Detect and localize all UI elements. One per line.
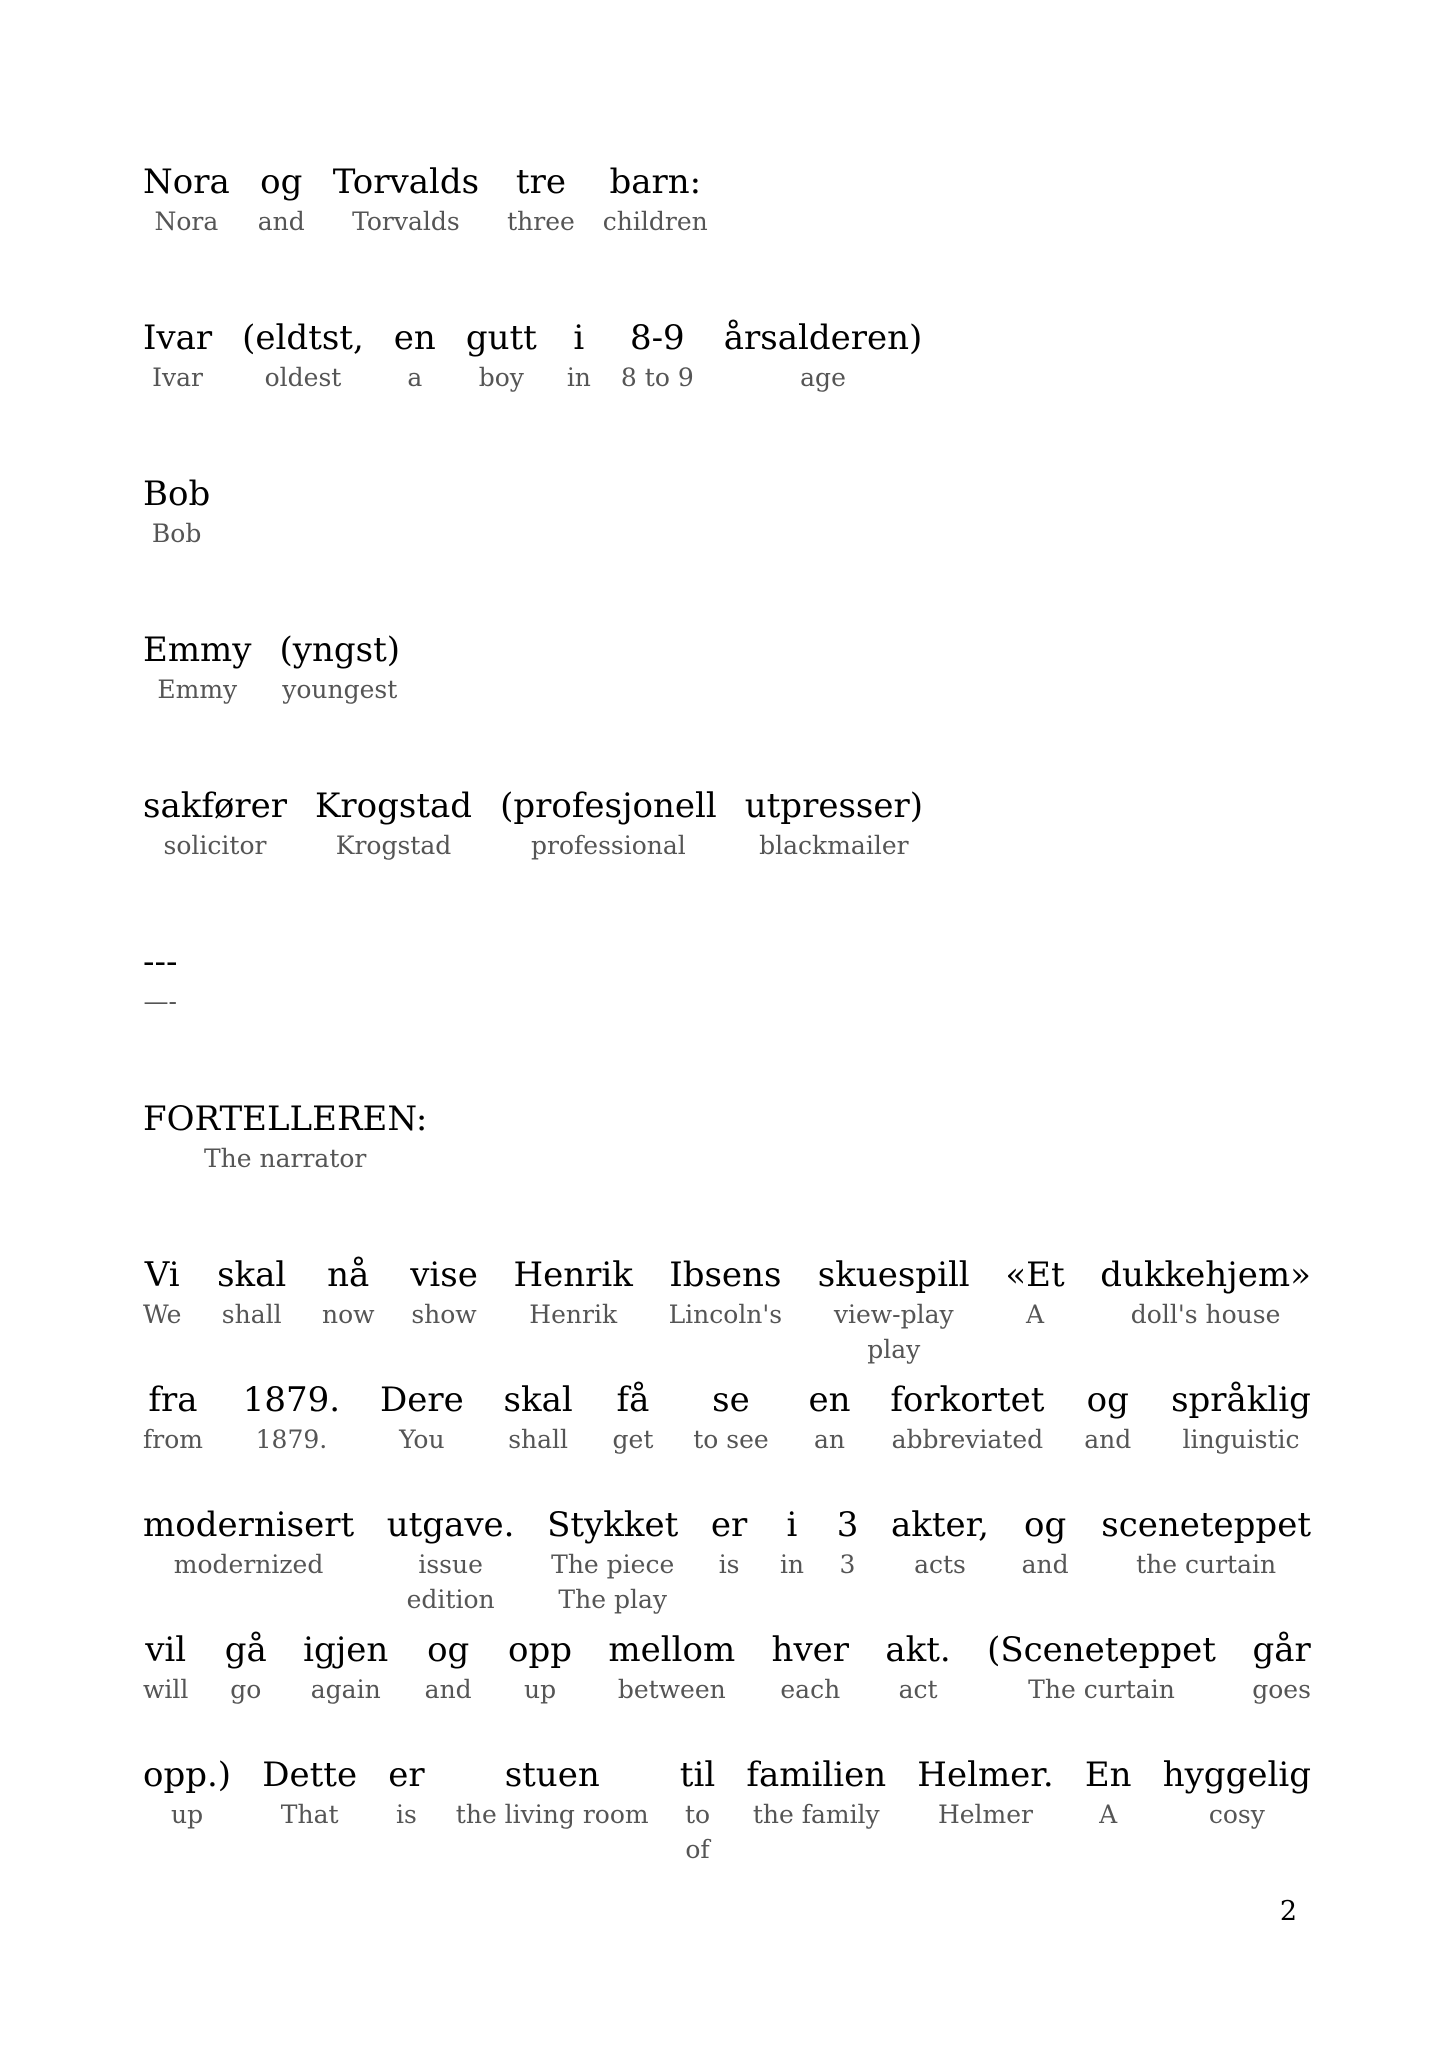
english-gloss bbox=[531, 828, 686, 863]
norwegian-word: --- bbox=[143, 942, 178, 982]
word-pair bbox=[322, 1253, 375, 1332]
word-pair bbox=[669, 1253, 783, 1332]
english-gloss bbox=[222, 1297, 282, 1332]
gloss-text: to see bbox=[693, 1425, 769, 1454]
gloss-text: shall bbox=[508, 1425, 569, 1454]
gloss-text: You bbox=[399, 1425, 445, 1454]
gloss-text: and bbox=[1084, 1425, 1132, 1454]
gloss-text: That bbox=[280, 1800, 339, 1829]
norwegian-word: skal bbox=[503, 1380, 573, 1420]
gloss-text: The play bbox=[558, 1585, 667, 1614]
word-pair bbox=[680, 1753, 715, 1867]
norwegian-word: (eldtst, bbox=[242, 318, 364, 358]
english-gloss bbox=[719, 1547, 740, 1582]
word-pair bbox=[772, 1628, 849, 1707]
english-gloss bbox=[143, 1672, 188, 1707]
english-gloss bbox=[1022, 1547, 1069, 1582]
word-pair bbox=[1085, 1753, 1132, 1832]
norwegian-word: vise bbox=[410, 1255, 478, 1295]
gloss-text: in bbox=[566, 363, 591, 392]
english-gloss bbox=[508, 1422, 568, 1457]
gloss-text: blackmailer bbox=[759, 831, 909, 860]
norwegian-word: (Sceneteppet bbox=[987, 1630, 1216, 1670]
norwegian-word: fra bbox=[148, 1380, 198, 1420]
word-pair bbox=[143, 1628, 188, 1707]
gloss-text: doll's house bbox=[1130, 1300, 1281, 1329]
word-pair bbox=[724, 316, 923, 395]
word-pair bbox=[258, 160, 305, 239]
norwegian-word: i bbox=[573, 318, 585, 358]
english-gloss bbox=[425, 1672, 472, 1707]
norwegian-word: familien bbox=[746, 1755, 887, 1795]
norwegian-word: og bbox=[1086, 1380, 1129, 1420]
english-gloss bbox=[152, 516, 201, 551]
norwegian-word: tre bbox=[515, 162, 566, 202]
text-line bbox=[143, 628, 1311, 707]
word-pair bbox=[608, 1628, 735, 1707]
gloss-text: Henrik bbox=[529, 1300, 618, 1329]
gloss-text: The curtain bbox=[1028, 1675, 1175, 1704]
gloss-text: between bbox=[617, 1675, 726, 1704]
gloss-text: the family bbox=[752, 1800, 880, 1829]
gloss-text: and bbox=[257, 207, 305, 236]
gloss-text: children bbox=[602, 207, 708, 236]
gloss-text: each bbox=[780, 1675, 841, 1704]
word-pair bbox=[780, 1503, 804, 1582]
norwegian-word: Helmer. bbox=[917, 1755, 1054, 1795]
norwegian-word: En bbox=[1084, 1755, 1132, 1795]
english-gloss bbox=[256, 1422, 328, 1457]
word-pair bbox=[387, 1503, 515, 1617]
gloss-text: Helmer bbox=[937, 1800, 1033, 1829]
word-pair bbox=[143, 1253, 181, 1332]
word-pair bbox=[1100, 1253, 1311, 1332]
gloss-text: again bbox=[310, 1675, 381, 1704]
word-pair bbox=[885, 1628, 950, 1707]
word-pair bbox=[243, 1378, 340, 1457]
text-line bbox=[143, 316, 1311, 395]
gloss-text: Lincoln's bbox=[668, 1300, 783, 1329]
word-pair bbox=[567, 316, 591, 395]
english-gloss bbox=[800, 360, 846, 395]
text-line bbox=[143, 1628, 1311, 1707]
english-gloss bbox=[152, 360, 203, 395]
gloss-text: oldest bbox=[264, 363, 342, 392]
english-gloss bbox=[618, 1672, 726, 1707]
gloss-text: now bbox=[321, 1300, 375, 1329]
norwegian-word: en bbox=[808, 1380, 851, 1420]
word-pair bbox=[500, 784, 717, 863]
gloss-text: Nora bbox=[154, 207, 219, 236]
english-gloss bbox=[1028, 1672, 1175, 1707]
gloss-text: of bbox=[685, 1835, 710, 1864]
text-line bbox=[143, 940, 1311, 1019]
word-pair bbox=[504, 1378, 573, 1457]
english-gloss bbox=[396, 1797, 417, 1832]
text-line bbox=[143, 1753, 1311, 1867]
gloss-text: and bbox=[1021, 1550, 1069, 1579]
gloss-text: up bbox=[170, 1800, 204, 1829]
norwegian-word: mellom bbox=[608, 1630, 736, 1670]
english-gloss bbox=[834, 1297, 954, 1367]
word-pair bbox=[818, 1253, 970, 1367]
english-gloss bbox=[693, 1422, 768, 1457]
english-gloss bbox=[265, 360, 342, 395]
english-gloss bbox=[311, 1672, 381, 1707]
norwegian-word: se bbox=[712, 1380, 750, 1420]
english-gloss bbox=[1209, 1797, 1265, 1832]
word-pair bbox=[143, 940, 177, 1019]
english-gloss bbox=[174, 1547, 324, 1582]
norwegian-word: modernisert bbox=[143, 1505, 355, 1545]
word-pair bbox=[1005, 1253, 1064, 1332]
english-gloss bbox=[780, 1672, 840, 1707]
norwegian-word: forkortet bbox=[890, 1380, 1045, 1420]
norwegian-word: og bbox=[260, 162, 303, 202]
text-line bbox=[143, 1097, 1311, 1176]
word-pair bbox=[507, 160, 575, 239]
norwegian-word: Henrik bbox=[513, 1255, 633, 1295]
gloss-text: 1879. bbox=[255, 1425, 328, 1454]
norwegian-word: dukkehjem» bbox=[1100, 1255, 1311, 1295]
norwegian-word: språklig bbox=[1171, 1380, 1311, 1420]
gloss-text: play bbox=[867, 1335, 921, 1364]
word-pair bbox=[143, 160, 230, 239]
gloss-text: age bbox=[800, 363, 846, 392]
gloss-text: linguistic bbox=[1182, 1425, 1300, 1454]
gloss-text: issue bbox=[418, 1550, 483, 1579]
text-line bbox=[143, 1253, 1311, 1367]
english-gloss bbox=[1252, 1672, 1311, 1707]
norwegian-word: 3 bbox=[836, 1505, 859, 1545]
word-pair bbox=[143, 1503, 354, 1582]
gloss-text: professional bbox=[531, 831, 686, 860]
norwegian-word: opp.) bbox=[143, 1755, 232, 1795]
norwegian-word: 8-9 bbox=[629, 318, 685, 358]
gloss-text: modernized bbox=[173, 1550, 324, 1579]
word-pair bbox=[217, 1253, 286, 1332]
word-pair bbox=[143, 1378, 203, 1457]
english-gloss bbox=[551, 1547, 674, 1617]
norwegian-word: «Et bbox=[1005, 1255, 1065, 1295]
text-line bbox=[143, 1503, 1311, 1617]
english-gloss bbox=[411, 1297, 476, 1332]
gloss-text: goes bbox=[1252, 1675, 1311, 1704]
norwegian-word: igjen bbox=[303, 1630, 389, 1670]
text-line bbox=[143, 1378, 1311, 1457]
norwegian-word: til bbox=[679, 1755, 716, 1795]
norwegian-word: nå bbox=[327, 1255, 370, 1295]
word-pair bbox=[1084, 1378, 1131, 1457]
gloss-text: solicitor bbox=[163, 831, 267, 860]
english-gloss bbox=[753, 1797, 880, 1832]
word-pair bbox=[315, 784, 472, 863]
word-pair bbox=[394, 316, 436, 395]
english-gloss bbox=[899, 1672, 938, 1707]
english-gloss bbox=[1182, 1422, 1299, 1457]
word-pair bbox=[425, 1628, 472, 1707]
english-gloss bbox=[1084, 1422, 1131, 1457]
text-line bbox=[143, 784, 1311, 863]
gloss-text: boy bbox=[478, 363, 524, 392]
gloss-text: three bbox=[507, 207, 575, 236]
english-gloss bbox=[143, 1297, 181, 1332]
norwegian-word: utgave. bbox=[386, 1505, 515, 1545]
english-gloss bbox=[669, 1297, 783, 1332]
gloss-text: cosy bbox=[1208, 1800, 1265, 1829]
word-pair bbox=[891, 1503, 989, 1582]
english-gloss bbox=[759, 828, 908, 863]
english-gloss bbox=[456, 1797, 649, 1832]
norwegian-word: (yngst) bbox=[279, 630, 401, 670]
english-gloss bbox=[171, 1797, 203, 1832]
norwegian-word: og bbox=[427, 1630, 470, 1670]
word-pair bbox=[693, 1378, 768, 1457]
gloss-text: 8 to 9 bbox=[620, 363, 694, 392]
gloss-text: Krogstad bbox=[335, 831, 452, 860]
gloss-text: a bbox=[407, 363, 423, 392]
english-gloss bbox=[407, 360, 422, 395]
word-pair bbox=[917, 1753, 1053, 1832]
norwegian-word: vil bbox=[145, 1630, 187, 1670]
word-pair bbox=[456, 1753, 649, 1832]
english-gloss bbox=[1136, 1547, 1276, 1582]
english-gloss bbox=[1026, 1297, 1044, 1332]
word-pair bbox=[143, 628, 252, 707]
english-gloss bbox=[621, 360, 694, 395]
norwegian-word: barn: bbox=[609, 162, 702, 202]
norwegian-word: Nora bbox=[143, 162, 230, 202]
norwegian-word: Dette bbox=[262, 1755, 358, 1795]
english-gloss bbox=[258, 204, 305, 239]
english-gloss bbox=[336, 828, 451, 863]
word-pair bbox=[547, 1503, 678, 1617]
gloss-text: and bbox=[424, 1675, 472, 1704]
english-gloss bbox=[914, 1547, 966, 1582]
norwegian-word: hver bbox=[771, 1630, 850, 1670]
text-line bbox=[143, 472, 1311, 551]
english-gloss bbox=[840, 1547, 856, 1582]
norwegian-word: årsalderen) bbox=[723, 318, 923, 358]
norwegian-word: skuespill bbox=[817, 1255, 970, 1295]
english-gloss bbox=[685, 1797, 710, 1867]
word-pair bbox=[1163, 1753, 1311, 1832]
norwegian-word: utpresser) bbox=[744, 786, 923, 826]
norwegian-word: stuen bbox=[504, 1755, 600, 1795]
norwegian-word: er bbox=[710, 1505, 748, 1545]
gloss-text: edition bbox=[406, 1585, 495, 1614]
norwegian-word: gå bbox=[224, 1630, 267, 1670]
gloss-text: A bbox=[1025, 1300, 1045, 1329]
norwegian-word: Vi bbox=[144, 1255, 180, 1295]
english-gloss bbox=[507, 204, 575, 239]
gloss-text: the living room bbox=[455, 1800, 649, 1829]
word-pair bbox=[711, 1503, 747, 1582]
english-gloss bbox=[892, 1422, 1044, 1457]
english-gloss bbox=[154, 204, 218, 239]
norwegian-word: akt. bbox=[885, 1630, 951, 1670]
word-pair bbox=[388, 1753, 424, 1832]
english-gloss bbox=[603, 204, 708, 239]
word-pair bbox=[808, 1378, 850, 1457]
gloss-text: is bbox=[718, 1550, 740, 1579]
word-pair bbox=[603, 160, 708, 239]
english-gloss bbox=[230, 1672, 261, 1707]
word-pair bbox=[745, 784, 923, 863]
gloss-text: get bbox=[612, 1425, 654, 1454]
word-pair bbox=[987, 1628, 1216, 1707]
english-gloss bbox=[524, 1672, 556, 1707]
word-pair bbox=[508, 1628, 572, 1707]
gloss-text: Torvalds bbox=[352, 207, 460, 236]
english-gloss bbox=[281, 1797, 339, 1832]
word-pair bbox=[1252, 1628, 1311, 1707]
gloss-text: the curtain bbox=[1136, 1550, 1277, 1579]
word-pair bbox=[746, 1753, 886, 1832]
norwegian-word: Krogstad bbox=[315, 786, 473, 826]
word-pair bbox=[837, 1503, 859, 1582]
norwegian-word: Ivar bbox=[143, 318, 213, 358]
gloss-text: acts bbox=[914, 1550, 966, 1579]
gloss-text: go bbox=[230, 1675, 262, 1704]
gloss-text: from bbox=[143, 1425, 203, 1454]
gloss-text: Bob bbox=[151, 519, 202, 548]
word-pair bbox=[143, 1753, 231, 1832]
word-pair bbox=[262, 1753, 357, 1832]
word-pair bbox=[143, 316, 212, 395]
norwegian-word: går bbox=[1252, 1630, 1311, 1670]
norwegian-word: gutt bbox=[465, 318, 537, 358]
norwegian-word: Emmy bbox=[143, 630, 252, 670]
english-gloss bbox=[479, 360, 524, 395]
english-gloss bbox=[567, 360, 591, 395]
english-gloss bbox=[352, 204, 460, 239]
word-pair bbox=[380, 1378, 464, 1457]
text-line bbox=[143, 160, 1311, 239]
norwegian-word: (profesjonell bbox=[500, 786, 717, 826]
word-pair bbox=[410, 1253, 478, 1332]
gloss-text: show bbox=[411, 1300, 477, 1329]
norwegian-word: sakfører bbox=[143, 786, 288, 826]
norwegian-word: 1879. bbox=[242, 1380, 341, 1420]
english-gloss bbox=[322, 1297, 375, 1332]
gloss-text: Emmy bbox=[157, 675, 238, 704]
word-pair bbox=[613, 1378, 654, 1457]
norwegian-word: akter, bbox=[890, 1505, 989, 1545]
english-gloss bbox=[529, 1297, 617, 1332]
norwegian-word: FORTELLEREN: bbox=[143, 1099, 428, 1139]
page-number: 2 bbox=[1279, 1896, 1297, 1927]
norwegian-word: er bbox=[388, 1755, 425, 1795]
norwegian-word: i bbox=[786, 1505, 798, 1545]
gloss-text: up bbox=[523, 1675, 557, 1704]
norwegian-word: Bob bbox=[143, 474, 211, 514]
word-pair bbox=[143, 1097, 427, 1176]
gloss-text: will bbox=[143, 1675, 189, 1704]
gloss-text: an bbox=[813, 1425, 845, 1454]
word-pair bbox=[1171, 1378, 1311, 1457]
gloss-text: abbreviated bbox=[891, 1425, 1044, 1454]
norwegian-word: skal bbox=[217, 1255, 287, 1295]
gloss-text: 3 bbox=[839, 1550, 856, 1579]
word-pair bbox=[333, 160, 479, 239]
gloss-text: to bbox=[684, 1800, 711, 1829]
gloss-text: A bbox=[1099, 1800, 1118, 1829]
english-gloss bbox=[143, 1422, 203, 1457]
word-pair bbox=[621, 316, 694, 395]
word-pair bbox=[890, 1378, 1044, 1457]
english-gloss bbox=[780, 1547, 804, 1582]
word-pair bbox=[143, 784, 287, 863]
norwegian-word: og bbox=[1023, 1505, 1067, 1545]
word-pair bbox=[514, 1253, 633, 1332]
english-gloss bbox=[144, 984, 177, 1019]
norwegian-word: Dere bbox=[379, 1380, 464, 1420]
english-gloss bbox=[938, 1797, 1033, 1832]
norwegian-word: Stykket bbox=[547, 1505, 679, 1545]
word-pair bbox=[280, 628, 401, 707]
word-pair bbox=[303, 1628, 388, 1707]
norwegian-word: hyggelig bbox=[1162, 1755, 1311, 1795]
gloss-text: Ivar bbox=[152, 363, 204, 392]
english-gloss bbox=[282, 672, 397, 707]
word-pair bbox=[1101, 1503, 1311, 1582]
gloss-text: view-play bbox=[833, 1300, 954, 1329]
gloss-text: in bbox=[779, 1550, 805, 1579]
gloss-text: We bbox=[143, 1300, 182, 1329]
norwegian-word: opp bbox=[508, 1630, 573, 1670]
english-gloss bbox=[407, 1547, 495, 1617]
word-pair bbox=[225, 1628, 267, 1707]
word-pair bbox=[1022, 1503, 1069, 1582]
norwegian-word: sceneteppet bbox=[1101, 1505, 1311, 1545]
word-pair bbox=[143, 472, 210, 551]
gloss-text: —- bbox=[143, 987, 177, 1016]
gloss-text: act bbox=[898, 1675, 938, 1704]
norwegian-word: få bbox=[616, 1380, 650, 1420]
gloss-text: The narrator bbox=[203, 1144, 367, 1173]
english-gloss bbox=[164, 828, 267, 863]
english-gloss bbox=[1099, 1797, 1117, 1832]
norwegian-word: Torvalds bbox=[332, 162, 480, 202]
word-pair bbox=[466, 316, 537, 395]
norwegian-word: en bbox=[393, 318, 436, 358]
gloss-text: shall bbox=[221, 1300, 282, 1329]
english-gloss bbox=[204, 1141, 366, 1176]
english-gloss bbox=[814, 1422, 845, 1457]
gloss-text: The piece bbox=[551, 1550, 675, 1579]
english-gloss bbox=[613, 1422, 654, 1457]
gloss-text: youngest bbox=[282, 675, 398, 704]
english-gloss bbox=[1131, 1297, 1281, 1332]
english-gloss bbox=[157, 672, 237, 707]
word-pair bbox=[242, 316, 364, 395]
english-gloss bbox=[399, 1422, 444, 1457]
norwegian-word: Ibsens bbox=[669, 1255, 782, 1295]
gloss-text: is bbox=[396, 1800, 417, 1829]
